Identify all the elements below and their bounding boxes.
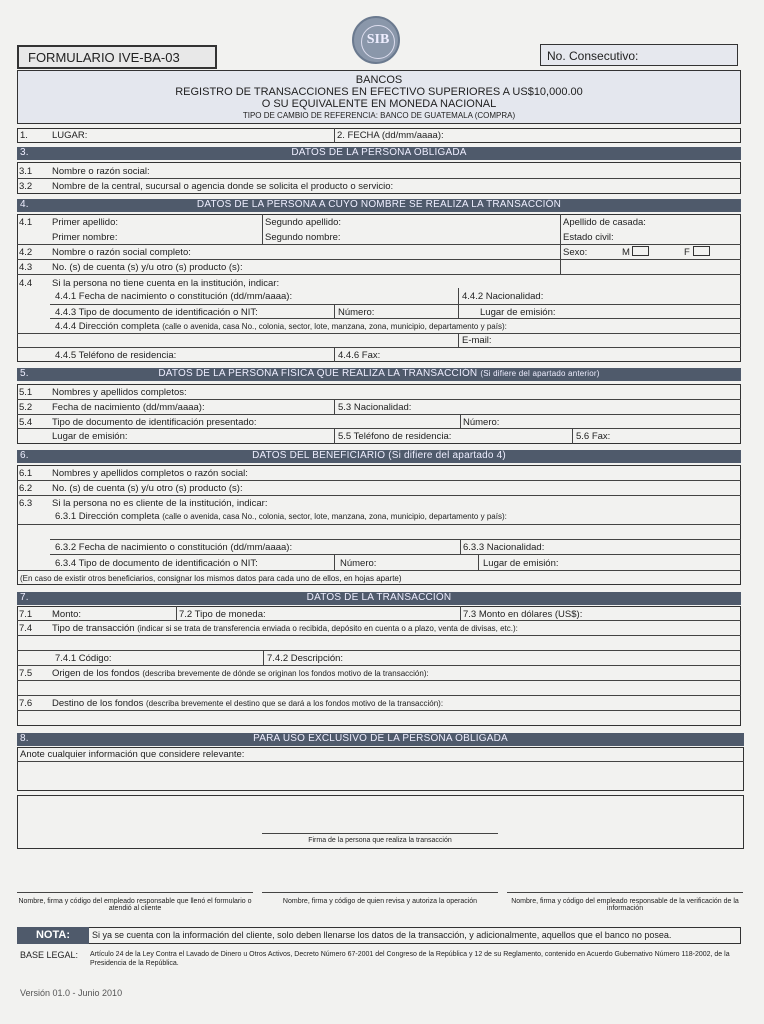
section-8-number: 8. bbox=[20, 733, 29, 744]
section-8-header bbox=[17, 733, 744, 746]
direccion-label: 4.4.4 Dirección completa bbox=[55, 321, 160, 332]
beneficiario-nombre-field[interactable]: Nombres y apellidos completos o razón social: bbox=[52, 468, 248, 479]
section-5-title: DATOS DE LA PERSONA FÍSICA QUE REALIZA LA TRANSACCIÓN bbox=[158, 368, 478, 379]
sexo-f-label: F bbox=[684, 247, 690, 258]
n61: 6.1 bbox=[19, 468, 33, 479]
s1-num: 1. bbox=[20, 130, 28, 141]
nota-label: NOTA: bbox=[17, 927, 89, 944]
beneficiario-lugar-emision-field[interactable]: Lugar de emisión: bbox=[483, 558, 559, 569]
tipo-documento-field[interactable]: 4.4.3 Tipo de documento de identificación o NIT: bbox=[55, 307, 258, 318]
n31: 3.1 bbox=[19, 166, 33, 177]
consecutive-label: No. Consecutivo: bbox=[547, 49, 639, 63]
s5-lugar-emision-field[interactable]: Lugar de emisión: bbox=[52, 431, 128, 442]
tipo-transaccion-label: Tipo de transacción bbox=[52, 623, 135, 634]
informacion-relevante-field[interactable]: Anote cualquier información que considere relevante: bbox=[20, 749, 245, 760]
beneficiario-direccion-label: 6.3.1 Dirección completa bbox=[55, 511, 160, 522]
fecha-nacimiento-field[interactable]: 4.4.1 Fecha de nacimiento o constitución (dd/mm/aaaa): bbox=[55, 291, 293, 302]
employee-signature-1[interactable]: Nombre, firma y código del empleado responsable que llenó el formulario o atendió al cliente bbox=[18, 898, 252, 912]
beneficiarios-note: (En caso de existir otros beneficiarios, consignar los mismos datos para cada uno de ellos, en hojas aparte) bbox=[20, 574, 402, 583]
fecha-field[interactable]: 2. FECHA (dd/mm/aaaa): bbox=[337, 130, 444, 141]
n32: 3.2 bbox=[19, 181, 33, 192]
codigo-field[interactable]: 7.4.1 Código: bbox=[55, 653, 112, 664]
sib-seal-text: SIB bbox=[366, 32, 390, 47]
title-line-3: O SU EQUIVALENTE EN MONEDA NACIONAL bbox=[261, 98, 497, 110]
s5-numero-field[interactable]: Número: bbox=[463, 417, 500, 428]
n71: 7.1 bbox=[19, 609, 33, 620]
direccion-hint: (calle o avenida, casa No., colonia, sector, lote, manzana, zona, municipio, departamento y país): bbox=[162, 322, 507, 331]
section-4-title: DATOS DE LA PERSONA A CUYO NOMBRE SE REALIZA LA TRANSACCIÓN bbox=[196, 199, 562, 210]
sexo-label: Sexo: bbox=[563, 247, 588, 258]
telefono-field[interactable]: 4.4.5 Teléfono de residencia: bbox=[55, 350, 177, 361]
apellido-casada-field[interactable]: Apellido de casada: bbox=[563, 217, 646, 228]
destino-fondos-label: Destino de los fondos bbox=[52, 698, 144, 709]
no-cliente-label: Si la persona no es cliente de la institución, indicar: bbox=[52, 498, 268, 509]
beneficiario-direccion-hint: (calle o avenida, casa No., colonia, sector, lote, manzana, zona, municipio, departamento y país): bbox=[162, 512, 507, 521]
form-code: FORMULARIO IVE-BA-03 bbox=[28, 50, 180, 65]
title-line-2: REGISTRO DE TRANSACCIONES EN EFECTIVO SUPERIORES A US$10,000.00 bbox=[175, 86, 583, 98]
lugar-emision-field[interactable]: Lugar de emisión: bbox=[480, 307, 556, 318]
section-5-header bbox=[17, 368, 741, 381]
sexo-f-checkbox[interactable] bbox=[693, 246, 710, 256]
beneficiario-direccion-field[interactable] bbox=[55, 512, 507, 522]
beneficiario-numero-field[interactable]: Número: bbox=[340, 558, 377, 569]
n42: 4.2 bbox=[19, 247, 33, 258]
lugar-field[interactable]: LUGAR: bbox=[52, 130, 88, 141]
cuenta-field[interactable]: No. (s) de cuenta (s) y/u otro (s) producto (s): bbox=[52, 262, 243, 273]
section-6-header bbox=[17, 450, 741, 463]
tipo-moneda-field[interactable]: 7.2 Tipo de moneda: bbox=[179, 609, 266, 620]
origen-fondos-hint: (describa brevemente de dónde se originan los fondos motivo de la transacción): bbox=[142, 669, 429, 678]
beneficiario-nacionalidad-field[interactable]: 6.3.3 Nacionalidad: bbox=[463, 542, 545, 553]
estado-civil-field[interactable]: Estado civil: bbox=[563, 232, 614, 243]
section-3-number: 3. bbox=[20, 147, 29, 158]
title-line-1: BANCOS bbox=[355, 74, 403, 86]
tipo-transaccion-hint: (indicar si se trata de transferencia enviada o recibida, depósito en cuenta o a plazo, venta de divisas, etc.): bbox=[137, 624, 518, 633]
s5-tipo-documento-field[interactable]: Tipo de documento de identificación presentado: bbox=[52, 417, 257, 428]
section-4-header bbox=[17, 199, 741, 212]
section-3-title: DATOS DE LA PERSONA OBLIGADA bbox=[291, 147, 467, 158]
n75: 7.5 bbox=[19, 668, 33, 679]
tipo-transaccion-field[interactable] bbox=[52, 624, 518, 634]
nombres-completos-field[interactable]: Nombres y apellidos completos: bbox=[52, 387, 187, 398]
client-signature-label: Firma de la persona que realiza la transacción bbox=[308, 837, 452, 844]
sexo-m-checkbox[interactable] bbox=[632, 246, 649, 256]
monto-dolares-field[interactable]: 7.3 Monto en dólares (US$): bbox=[463, 609, 583, 620]
n44: 4.4 bbox=[19, 278, 33, 289]
employee-signature-3[interactable]: Nombre, firma y código del empleado responsable de la verificación de la información bbox=[511, 898, 739, 912]
email-field[interactable]: E-mail: bbox=[462, 335, 492, 346]
section-8-title: PARA USO EXCLUSIVO DE LA PERSONA OBLIGADA bbox=[253, 733, 508, 744]
section-3-header bbox=[17, 147, 741, 160]
s5-fecha-nacimiento-field[interactable]: Fecha de nacimiento (dd/mm/aaaa): bbox=[52, 402, 205, 413]
section-7-header bbox=[17, 592, 741, 605]
section-6-title: DATOS DEL BENEFICIARIO (Si difiere del apartado 4) bbox=[252, 450, 506, 461]
employee-signature-2[interactable]: Nombre, firma y código de quien revisa y autoriza la operación bbox=[282, 898, 478, 905]
sexo-m-label: M bbox=[622, 247, 630, 258]
razon-social-completo-field[interactable]: Nombre o razón social completo: bbox=[52, 247, 191, 258]
base-legal-text: Artículo 24 de la Ley Contra el Lavado de Dinero u Otros Activos, Decreto Número 67-2001 del Congreso de la República y 12 de su Reglamento, contenido en Acuerdo Gubernativo Número 118-2002, de la Presidencia de la República. bbox=[90, 951, 730, 967]
section-5-note: (Si difiere del apartado anterior) bbox=[480, 369, 600, 378]
title-line-4: TIPO DE CAMBIO DE REFERENCIA: BANCO DE GUATEMALA (COMPRA) bbox=[242, 111, 516, 120]
origen-fondos-label: Origen de los fondos bbox=[52, 668, 140, 679]
s5-telefono-field[interactable]: 5.5 Teléfono de residencia: bbox=[338, 431, 452, 442]
direccion-field[interactable] bbox=[55, 322, 507, 332]
section-5-number: 5. bbox=[20, 368, 29, 379]
beneficiario-fecha-field[interactable]: 6.3.2 Fecha de nacimiento o constitución (dd/mm/aaaa): bbox=[55, 542, 293, 553]
fax-field[interactable]: 4.4.6 Fax: bbox=[338, 350, 381, 361]
beneficiario-cuenta-field[interactable]: No. (s) de cuenta (s) y/u otro (s) producto (s): bbox=[52, 483, 243, 494]
nota-text: Si ya se cuenta con la información del cliente, solo deben llenarse los datos de la transacción, y adicionalmente, aquellos que el banco no posea. bbox=[92, 930, 672, 940]
beneficiario-tipo-documento-field[interactable]: 6.3.4 Tipo de documento de identificación o NIT: bbox=[55, 558, 258, 569]
section-7-number: 7. bbox=[20, 592, 29, 603]
segundo-nombre-field[interactable]: Segundo nombre: bbox=[265, 232, 341, 243]
n52: 5.2 bbox=[19, 402, 33, 413]
sib-seal bbox=[352, 16, 400, 64]
version-label: Versión 01.0 - Junio 2010 bbox=[20, 988, 123, 998]
central-sucursal-field[interactable]: Nombre de la central, sucursal o agencia donde se solicita el producto o servicio: bbox=[52, 181, 394, 192]
n74: 7.4 bbox=[19, 623, 33, 634]
section-7-title: DATOS DE LA TRANSACCIÓN bbox=[306, 592, 452, 603]
n63: 6.3 bbox=[19, 498, 33, 509]
segundo-apellido-field[interactable]: Segundo apellido: bbox=[265, 217, 342, 228]
n76: 7.6 bbox=[19, 698, 33, 709]
n51: 5.1 bbox=[19, 387, 33, 398]
n62: 6.2 bbox=[19, 483, 33, 494]
destino-fondos-hint: (describa brevemente el destino que se dará a los fondos motivo de la transacción): bbox=[146, 699, 444, 708]
destino-fondos-field[interactable] bbox=[52, 699, 443, 709]
nacionalidad-field[interactable]: 4.4.2 Nacionalidad: bbox=[462, 291, 544, 302]
monto-field[interactable]: Monto: bbox=[52, 609, 82, 620]
n54: 5.4 bbox=[19, 417, 33, 428]
n43: 4.3 bbox=[19, 262, 33, 273]
numero-field[interactable]: Número: bbox=[338, 307, 375, 318]
primer-nombre-field[interactable]: Primer nombre: bbox=[52, 232, 118, 243]
s5-fax-field[interactable]: 5.6 Fax: bbox=[576, 431, 611, 442]
n41: 4.1 bbox=[19, 217, 33, 228]
descripcion-field[interactable]: 7.4.2 Descripción: bbox=[267, 653, 344, 664]
s5-nacionalidad-field[interactable]: 5.3 Nacionalidad: bbox=[338, 402, 412, 413]
section-4-number: 4. bbox=[20, 199, 29, 210]
razon-social-field[interactable]: Nombre o razón social: bbox=[52, 166, 150, 177]
origen-fondos-field[interactable] bbox=[52, 669, 429, 679]
sin-cuenta-label: Si la persona no tiene cuenta en la institución, indicar: bbox=[52, 278, 280, 289]
primer-apellido-field[interactable]: Primer apellido: bbox=[52, 217, 118, 228]
base-legal-label: BASE LEGAL: bbox=[20, 950, 79, 960]
section-6-number: 6. bbox=[20, 450, 29, 461]
